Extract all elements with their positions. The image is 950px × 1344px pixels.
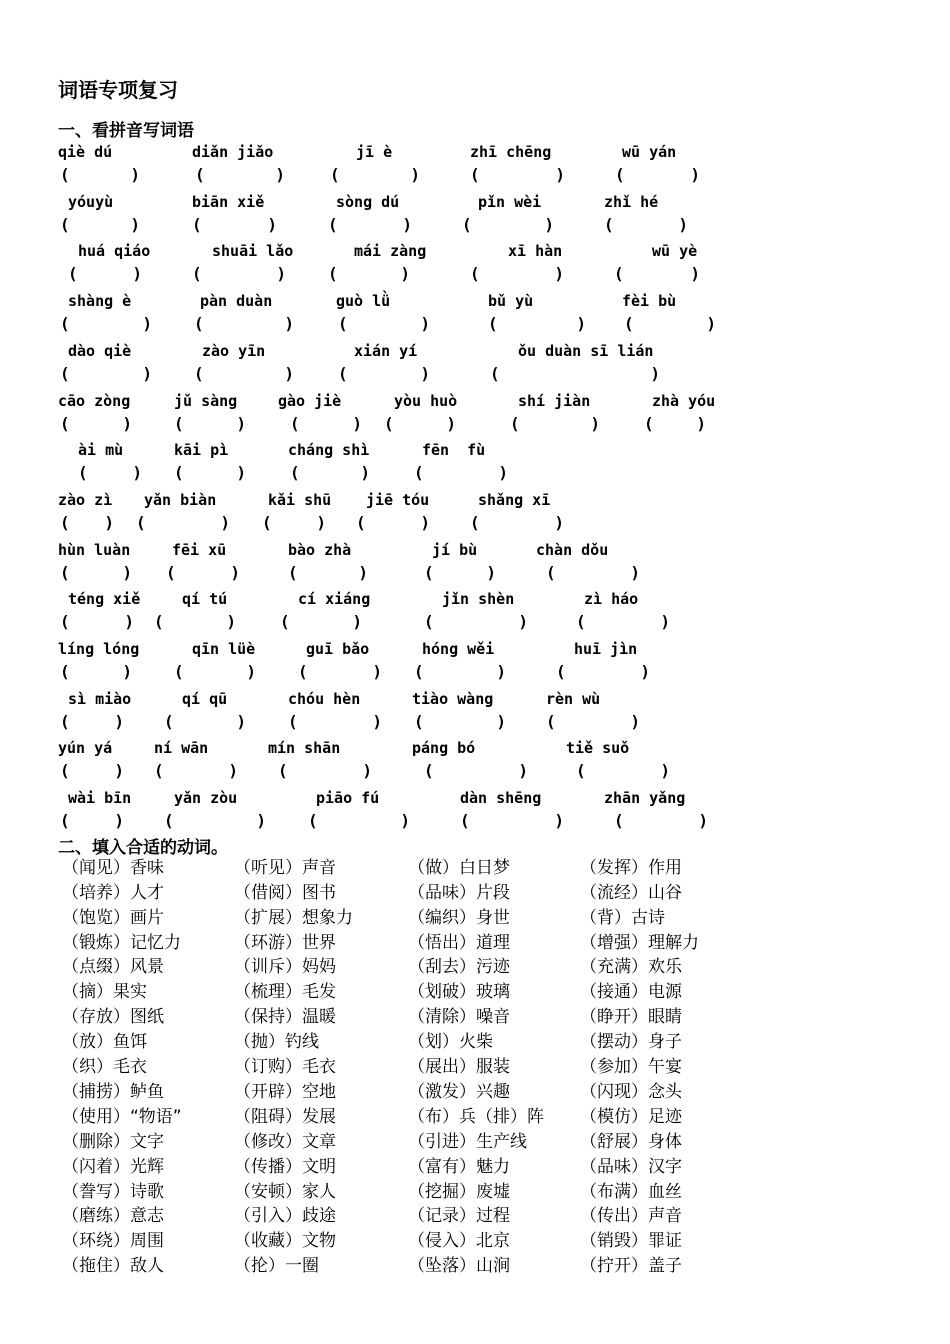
verb-phrase: （品味）片段 bbox=[408, 882, 510, 903]
pinyin-word: zào zì bbox=[58, 490, 113, 509]
answer-blank[interactable]: ( ) bbox=[510, 413, 600, 433]
pinyin-word: tiě suǒ bbox=[566, 739, 630, 758]
answer-blank[interactable]: ( ) bbox=[615, 165, 700, 184]
verb-phrase: （坠落）山涧 bbox=[408, 1256, 510, 1277]
answer-blank[interactable]: ( ) bbox=[60, 413, 132, 433]
verb-phrase: （清除）噪音 bbox=[408, 1007, 510, 1028]
answer-blank[interactable]: ( ) bbox=[424, 612, 528, 632]
pinyin-word: pàn duàn bbox=[200, 292, 273, 311]
pinyin-word: sì miào bbox=[68, 689, 132, 708]
pinyin-word: gào jiè bbox=[278, 391, 342, 410]
verb-phrase: （模仿）足迹 bbox=[580, 1106, 682, 1127]
verb-phrase: （接通）电源 bbox=[580, 982, 682, 1003]
pinyin-word: jī è bbox=[356, 143, 393, 161]
answer-blank[interactable]: ( ) bbox=[470, 264, 564, 284]
answer-blank[interactable]: ( ) bbox=[556, 662, 650, 681]
verb-phrase: （做）白日梦 bbox=[408, 857, 510, 878]
verb-phrase: （销毁）罪证 bbox=[580, 1231, 682, 1252]
verb-phrase: （抛）钓线 bbox=[234, 1032, 319, 1053]
pinyin-word: wū yè bbox=[652, 242, 698, 261]
pinyin-word: zhà yóu bbox=[652, 391, 716, 410]
verb-phrase: （训斥）妈妈 bbox=[234, 957, 336, 978]
verb-phrase: （借阅）图书 bbox=[234, 882, 336, 903]
verb-phrase: （保持）温暖 bbox=[234, 1007, 336, 1028]
pinyin-word: guò lǜ bbox=[336, 292, 391, 311]
pinyin-word: biān xiě bbox=[192, 192, 265, 211]
verb-phrase: （扩展）想象力 bbox=[234, 907, 353, 928]
answer-blank[interactable]: ( ) bbox=[166, 562, 240, 582]
verb-phrase: （闪现）念头 bbox=[580, 1081, 682, 1102]
answer-blank[interactable]: ( ) bbox=[338, 363, 430, 383]
verb-phrase: （修改）文章 bbox=[234, 1131, 336, 1152]
pinyin-word: sòng dú bbox=[336, 192, 400, 211]
verb-phrase: （订购）毛衣 bbox=[234, 1057, 336, 1077]
answer-blank[interactable]: ( ) bbox=[546, 711, 640, 731]
verb-phrase: （划）火柴 bbox=[408, 1032, 493, 1053]
verb-phrase: （充满）欢乐 bbox=[580, 957, 682, 978]
verb-phrase: （点缀）风景 bbox=[62, 957, 164, 978]
pinyin-word: shí jiàn bbox=[518, 391, 591, 410]
answer-blank[interactable]: ( ) bbox=[470, 512, 564, 532]
pinyin-word: kǎi shū bbox=[268, 490, 332, 509]
answer-blank[interactable]: ( ) bbox=[338, 314, 430, 334]
verb-phrase: （挖掘）废墟 bbox=[408, 1181, 510, 1202]
answer-blank[interactable]: ( ) bbox=[192, 214, 277, 234]
verb-phrase: （睁开）眼睛 bbox=[580, 1007, 682, 1028]
answer-blank[interactable]: ( ) bbox=[262, 512, 326, 532]
pinyin-word: jǔ sàng bbox=[174, 391, 238, 410]
answer-blank[interactable]: ( ) bbox=[60, 363, 152, 383]
verb-phrase: （布满）血丝 bbox=[580, 1181, 682, 1202]
verb-phrase: （织）毛衣 bbox=[62, 1057, 147, 1077]
pinyin-word: qí qū bbox=[182, 689, 228, 708]
answer-blank[interactable]: ( ) bbox=[298, 662, 382, 681]
answer-blank[interactable]: ( ) bbox=[280, 612, 362, 632]
pinyin-word: zhǐ hé bbox=[604, 192, 659, 211]
answer-blank[interactable]: ( ) bbox=[614, 811, 708, 831]
pinyin-word: huá qiáo bbox=[78, 242, 151, 261]
answer-blank[interactable]: ( ) bbox=[60, 612, 134, 632]
pinyin-word: qiè dú bbox=[58, 143, 113, 161]
pinyin-word: ǒu duàn sī lián bbox=[518, 341, 654, 360]
answer-blank[interactable]: ( ) bbox=[490, 363, 660, 383]
verb-phrase: （听见）声音 bbox=[234, 857, 336, 878]
verb-phrase: （使用）“物语” bbox=[62, 1106, 182, 1127]
pinyin-word: yún yá bbox=[58, 739, 113, 758]
pinyin-word: xián yí bbox=[354, 341, 418, 360]
verb-phrase: （品味）汉字 bbox=[580, 1156, 682, 1177]
pinyin-word: shuāi lǎo bbox=[212, 242, 294, 261]
pinyin-word: zhān yǎng bbox=[604, 789, 686, 808]
section1-heading: 一、看拼音写词语 bbox=[58, 121, 194, 141]
answer-blank[interactable]: ( ) bbox=[328, 214, 412, 234]
pinyin-word: hùn luàn bbox=[58, 540, 131, 559]
answer-blank[interactable]: ( ) bbox=[546, 562, 640, 582]
answer-blank[interactable]: ( ) bbox=[624, 314, 716, 334]
verb-phrase: （激发）兴趣 bbox=[408, 1081, 510, 1102]
answer-blank[interactable]: ( ) bbox=[328, 264, 410, 284]
verb-phrase: （闪着）光辉 bbox=[62, 1156, 164, 1177]
pinyin-word: tiào wàng bbox=[412, 689, 494, 708]
answer-blank[interactable]: ( ) bbox=[154, 612, 236, 632]
answer-blank[interactable]: ( ) bbox=[164, 811, 266, 831]
answer-blank[interactable]: ( ) bbox=[414, 711, 506, 731]
answer-blank[interactable]: ( ) bbox=[174, 662, 256, 681]
answer-blank[interactable]: ( ) bbox=[278, 761, 372, 781]
answer-blank[interactable]: ( ) bbox=[488, 314, 586, 334]
pinyin-word: mái zàng bbox=[354, 242, 427, 261]
pinyin-word: jǐn shèn bbox=[442, 590, 515, 609]
verb-phrase: （拖住）敌人 bbox=[62, 1256, 164, 1277]
answer-blank[interactable]: ( ) bbox=[60, 165, 140, 184]
answer-blank[interactable]: ( ) bbox=[424, 761, 528, 781]
pinyin-word: líng lóng bbox=[58, 640, 140, 658]
pinyin-word: dào qiè bbox=[68, 341, 132, 360]
verb-phrase: （环绕）周围 bbox=[62, 1231, 164, 1252]
pinyin-word: piāo fú bbox=[316, 789, 380, 808]
answer-blank[interactable]: ( ) bbox=[644, 413, 706, 433]
verb-phrase: （删除）文字 bbox=[62, 1131, 164, 1152]
verb-phrase: （编织）身世 bbox=[408, 907, 510, 928]
pinyin-word: hóng wěi bbox=[422, 640, 495, 658]
pinyin-word: téng xiě bbox=[68, 590, 141, 609]
verb-phrase: （布）兵（排）阵 bbox=[408, 1106, 544, 1127]
pinyin-word: mín shān bbox=[268, 739, 341, 758]
pinyin-word: bào zhà bbox=[288, 540, 352, 559]
answer-blank[interactable]: ( ) bbox=[60, 811, 124, 831]
verb-phrase: （舒展）身体 bbox=[580, 1131, 682, 1152]
pinyin-word: diǎn jiǎo bbox=[192, 143, 274, 161]
answer-blank[interactable]: ( ) bbox=[424, 562, 496, 582]
verb-phrase: （誊写）诗歌 bbox=[62, 1181, 164, 1202]
verb-phrase: （增强）理解力 bbox=[580, 932, 699, 953]
pinyin-word: zì háo bbox=[584, 590, 639, 609]
answer-blank[interactable]: ( ) bbox=[290, 413, 362, 433]
pinyin-word: jí bù bbox=[432, 540, 478, 559]
answer-blank[interactable]: ( ) bbox=[576, 761, 670, 781]
answer-blank[interactable]: ( ) bbox=[174, 413, 246, 433]
pinyin-word: fèi bù bbox=[622, 292, 677, 311]
pinyin-word: fēi xū bbox=[172, 540, 227, 559]
answer-blank[interactable]: ( ) bbox=[470, 165, 565, 184]
verb-phrase: （划破）玻璃 bbox=[408, 982, 510, 1003]
pinyin-word: guī bǎo bbox=[306, 640, 370, 658]
pinyin-word: qí tú bbox=[182, 590, 228, 609]
verb-phrase: （环游）世界 bbox=[234, 932, 336, 953]
verb-phrase: （传播）文明 bbox=[234, 1156, 336, 1177]
pinyin-word: fēn fù bbox=[422, 441, 486, 460]
verb-phrase: （引入）歧途 bbox=[234, 1206, 336, 1227]
verb-phrase: （参加）午宴 bbox=[580, 1057, 682, 1077]
pinyin-word: yóuyù bbox=[68, 192, 114, 211]
answer-blank[interactable]: ( ) bbox=[164, 711, 246, 731]
answer-blank[interactable]: ( ) bbox=[308, 811, 410, 831]
answer-blank[interactable]: ( ) bbox=[460, 811, 564, 831]
pinyin-word: bǔ yù bbox=[488, 292, 534, 311]
answer-blank[interactable]: ( ) bbox=[356, 512, 430, 532]
pinyin-word: yǎn zòu bbox=[174, 789, 238, 808]
answer-blank[interactable]: ( ) bbox=[78, 463, 142, 483]
answer-blank[interactable]: ( ) bbox=[330, 165, 420, 184]
verb-phrase: （摆动）身子 bbox=[580, 1032, 682, 1053]
answer-blank[interactable]: ( ) bbox=[604, 214, 688, 234]
verb-phrase: （存放）图纸 bbox=[62, 1007, 164, 1028]
answer-blank[interactable]: ( ) bbox=[60, 711, 124, 731]
verb-phrase: （收藏）文物 bbox=[234, 1231, 336, 1252]
verb-phrase: （悟出）道理 bbox=[408, 932, 510, 953]
verb-phrase: （发挥）作用 bbox=[580, 857, 682, 878]
answer-blank[interactable]: ( ) bbox=[136, 512, 230, 532]
verb-phrase: （梳理）毛发 bbox=[234, 982, 336, 1003]
answer-blank[interactable]: ( ) bbox=[414, 662, 506, 681]
verb-phrase: （捕捞）鲈鱼 bbox=[62, 1081, 164, 1102]
pinyin-word: shàng è bbox=[68, 292, 132, 311]
verb-phrase: （阻碍）发展 bbox=[234, 1106, 336, 1127]
pinyin-word: cí xiáng bbox=[298, 590, 371, 609]
verb-phrase: （抡）一圈 bbox=[234, 1256, 319, 1277]
pinyin-word: ài mù bbox=[78, 441, 124, 460]
section2-heading: 二、填入合适的动词。 bbox=[58, 837, 228, 858]
pinyin-word: huī jìn bbox=[574, 640, 638, 658]
answer-blank[interactable]: ( ) bbox=[288, 711, 382, 731]
answer-blank[interactable]: ( ) bbox=[462, 214, 554, 234]
answer-blank[interactable]: ( ) bbox=[194, 314, 294, 334]
answer-blank[interactable]: ( ) bbox=[290, 463, 370, 483]
verb-phrase: （拧开）盖子 bbox=[580, 1256, 682, 1277]
answer-blank[interactable]: ( ) bbox=[288, 562, 368, 582]
answer-blank[interactable]: ( ) bbox=[60, 314, 152, 334]
pinyin-word: xī hàn bbox=[508, 242, 563, 261]
verb-phrase: （刮去）污迹 bbox=[408, 957, 510, 978]
pinyin-word: dàn shēng bbox=[460, 789, 542, 808]
answer-blank[interactable]: ( ) bbox=[68, 264, 142, 284]
verb-phrase: （记录）过程 bbox=[408, 1206, 510, 1227]
pinyin-word: qīn lüè bbox=[192, 640, 256, 658]
verb-phrase: （引进）生产线 bbox=[408, 1131, 527, 1152]
answer-blank[interactable]: ( ) bbox=[60, 214, 140, 234]
pinyin-word: jiē tóu bbox=[366, 490, 430, 509]
verb-phrase: （展出）服装 bbox=[408, 1057, 510, 1077]
answer-blank[interactable]: ( ) bbox=[195, 165, 285, 184]
pinyin-word: rèn wù bbox=[546, 689, 601, 708]
answer-blank[interactable]: ( ) bbox=[576, 612, 670, 632]
verb-phrase: （开辟）空地 bbox=[234, 1081, 336, 1102]
answer-blank[interactable]: ( ) bbox=[194, 363, 294, 383]
pinyin-word: chàn dǒu bbox=[536, 540, 609, 559]
pinyin-word: chóu hèn bbox=[288, 689, 361, 708]
answer-blank[interactable]: ( ) bbox=[174, 463, 246, 483]
verb-phrase: （摘）果实 bbox=[62, 982, 147, 1003]
page-title: 词语专项复习 bbox=[58, 78, 178, 102]
verb-phrase: （侵入）北京 bbox=[408, 1231, 510, 1252]
verb-phrase: （流经）山谷 bbox=[580, 882, 682, 903]
verb-phrase: （锻炼）记忆力 bbox=[62, 932, 181, 953]
pinyin-word: yòu huò bbox=[394, 391, 458, 410]
verb-phrase: （放）鱼饵 bbox=[62, 1032, 147, 1053]
pinyin-word: yǎn biàn bbox=[144, 490, 217, 509]
verb-phrase: （安顿）家人 bbox=[234, 1181, 336, 1202]
verb-phrase: （闻见）香味 bbox=[62, 857, 164, 878]
pinyin-word: kāi pì bbox=[174, 441, 229, 460]
pinyin-word: cháng shì bbox=[288, 441, 370, 460]
answer-blank[interactable]: ( ) bbox=[414, 463, 508, 483]
pinyin-word: zào yīn bbox=[202, 341, 266, 360]
verb-phrase: （富有）魅力 bbox=[408, 1156, 510, 1177]
verb-phrase: （背）古诗 bbox=[580, 907, 665, 928]
verb-phrase: （培养）人才 bbox=[62, 882, 164, 903]
pinyin-word: wū yán bbox=[622, 143, 677, 161]
pinyin-word: cāo zòng bbox=[58, 391, 131, 410]
answer-blank[interactable]: ( ) bbox=[60, 512, 114, 532]
answer-blank[interactable]: ( ) bbox=[614, 264, 700, 284]
pinyin-word: ní wān bbox=[154, 739, 209, 758]
pinyin-word: pǐn wèi bbox=[478, 192, 542, 211]
verb-phrase: （饱览）画片 bbox=[62, 907, 164, 928]
pinyin-word: shǎng xī bbox=[478, 490, 551, 509]
pinyin-word: wài bīn bbox=[68, 789, 132, 808]
answer-blank[interactable]: ( ) bbox=[60, 761, 124, 781]
answer-blank[interactable]: ( ) bbox=[60, 562, 132, 582]
verb-phrase: （传出）声音 bbox=[580, 1206, 682, 1227]
answer-blank[interactable]: ( ) bbox=[384, 413, 456, 433]
verb-phrase: （磨练）意志 bbox=[62, 1206, 164, 1227]
answer-blank[interactable]: ( ) bbox=[154, 761, 238, 781]
answer-blank[interactable]: ( ) bbox=[192, 264, 286, 284]
pinyin-word: páng bó bbox=[412, 739, 476, 758]
answer-blank[interactable]: ( ) bbox=[60, 662, 132, 681]
pinyin-word: zhī chēng bbox=[470, 143, 552, 161]
